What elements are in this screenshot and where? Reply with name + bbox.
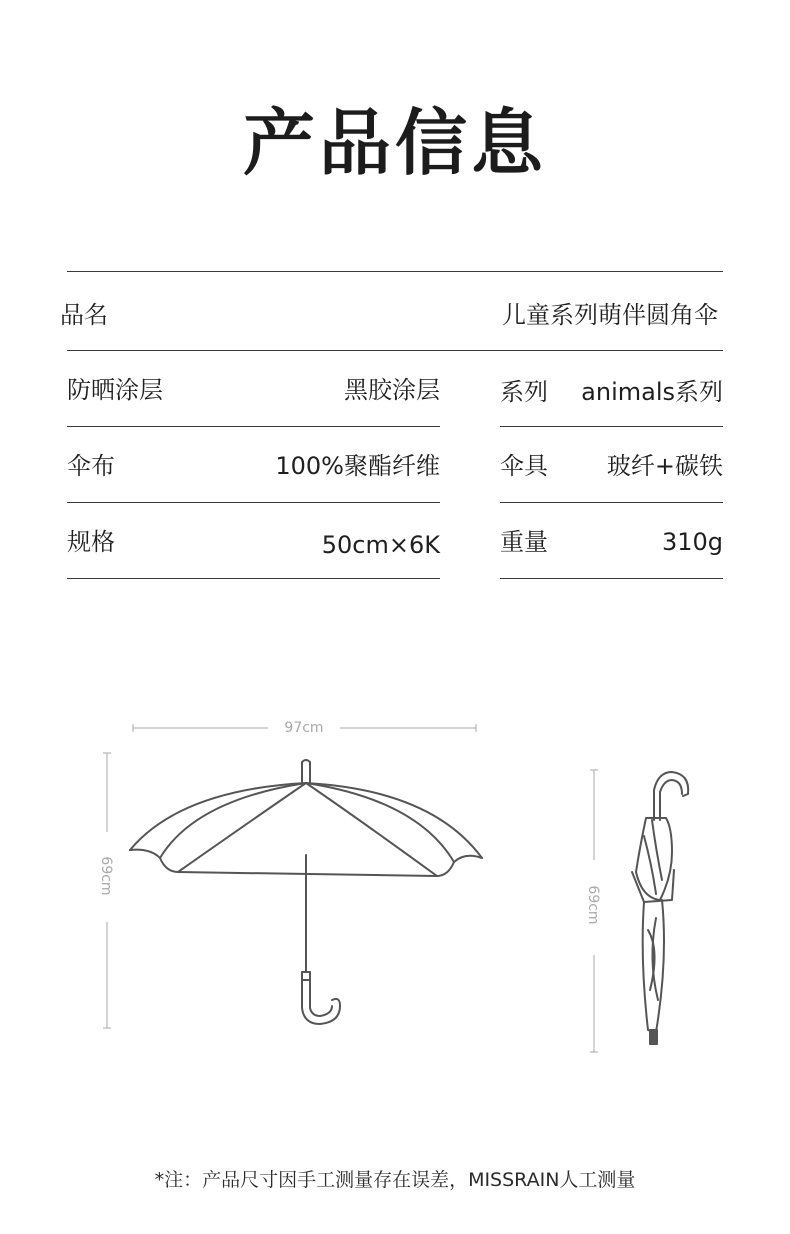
open-width-label: 97cm [284, 720, 324, 736]
frame-label: 伞具 [500, 452, 548, 480]
closed-height-label: 69cm [585, 885, 601, 925]
closed-umbrella-icon [632, 772, 688, 1044]
series-value: animals系列 [581, 378, 723, 406]
spec-value: 50cm×6K [321, 531, 440, 559]
name-value: 儿童系列萌伴圆角伞 [502, 301, 718, 329]
frame-value: 玻纤+碳铁 [606, 452, 723, 480]
series-label: 系列 [500, 378, 548, 406]
fabric-label: 伞布 [67, 452, 115, 480]
weight-value: 310g [661, 528, 723, 556]
spec-label: 规格 [67, 528, 115, 556]
name-label: 品名 [60, 301, 108, 329]
fabric-value: 100%聚酯纤维 [275, 452, 440, 480]
weight-label: 重量 [500, 528, 548, 556]
open-umbrella-icon [130, 760, 482, 1024]
open-height-label: 69cm [98, 856, 114, 896]
footnote: *注：产品尺寸因手工测量存在误差，MISSRAIN人工测量 [154, 1169, 636, 1191]
page-title: 产品信息 [242, 101, 547, 185]
coating-value: 黑胶涂层 [344, 376, 440, 404]
coating-label: 防晒涂层 [67, 376, 163, 404]
